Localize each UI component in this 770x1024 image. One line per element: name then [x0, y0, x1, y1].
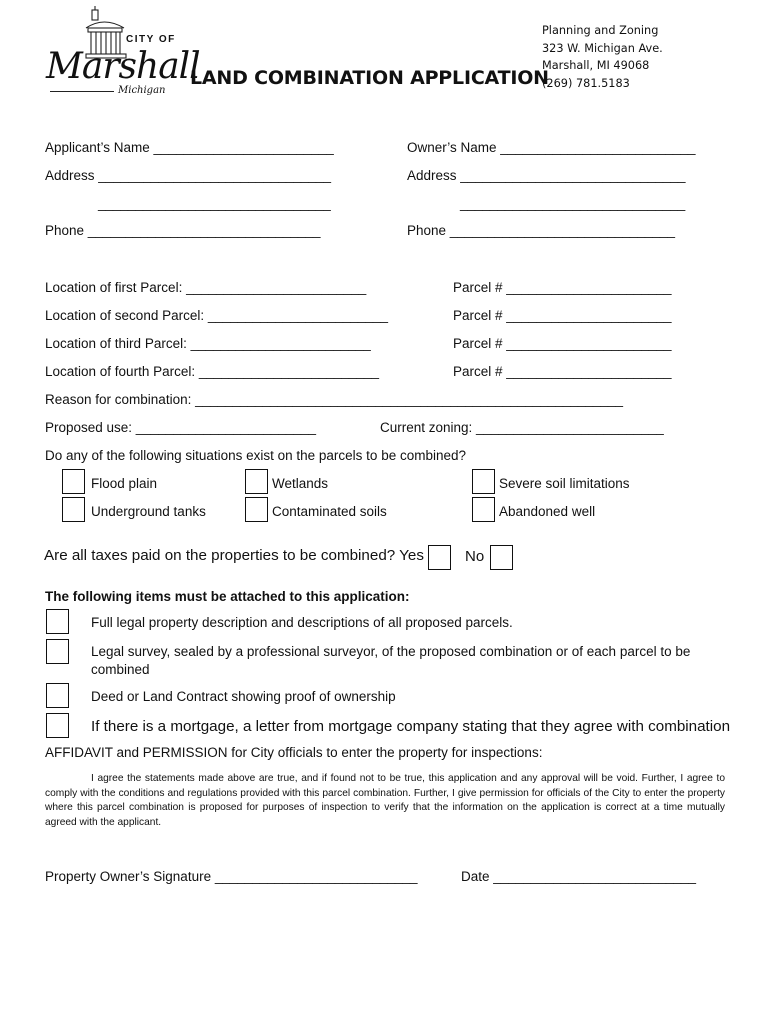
owner-address-line2[interactable]: ______________________________	[460, 196, 686, 211]
office-address	[542, 22, 663, 92]
checkbox-severe-soil[interactable]	[472, 469, 495, 494]
applicant-address-line2[interactable]: _______________________________	[98, 196, 331, 211]
parcel-location-3[interactable]: Location of third Parcel: ________________________	[45, 336, 371, 351]
label-underground-tanks: Underground tanks	[91, 504, 206, 519]
proposed-use-field[interactable]: Proposed use: ________________________	[45, 420, 317, 435]
checkbox-underground-tanks[interactable]	[62, 497, 85, 522]
checkbox-attach-mortgage-letter[interactable]	[46, 713, 69, 738]
checkbox-attach-deed[interactable]	[46, 683, 69, 708]
owner-phone-field[interactable]: Phone ______________________________	[407, 223, 676, 238]
parcel-location-1[interactable]: Location of first Parcel: ________________________	[45, 280, 367, 295]
logo-state: Michigan	[118, 85, 166, 96]
taxes-no-label: No	[465, 548, 485, 565]
office-dept: Planning and Zoning	[542, 24, 659, 37]
logo-city-name: Marshall	[46, 46, 200, 87]
situations-question: Do any of the following situations exist on the parcels to be combined?	[45, 448, 466, 463]
parcel-number-3[interactable]: Parcel # ______________________	[453, 336, 672, 351]
parcel-number-1[interactable]: Parcel # ______________________	[453, 280, 672, 295]
label-abandoned-well: Abandoned well	[499, 504, 596, 519]
owner-address-field[interactable]: Address ______________________________	[407, 168, 686, 183]
office-phone: (269) 781.5183	[542, 76, 630, 90]
city-logo	[44, 6, 200, 102]
label-contaminated-soils: Contaminated soils	[272, 504, 387, 519]
applicant-phone-field[interactable]: Phone _______________________________	[45, 223, 321, 238]
parcel-location-4[interactable]: Location of fourth Parcel: ________________________	[45, 364, 380, 379]
applicant-address-field[interactable]: Address _______________________________	[45, 168, 332, 183]
page-title: LAND COMBINATION APPLICATION	[190, 67, 549, 89]
parcel-number-4[interactable]: Parcel # ______________________	[453, 364, 672, 379]
checkbox-abandoned-well[interactable]	[472, 497, 495, 522]
current-zoning-field[interactable]: Current zoning: _________________________	[380, 420, 664, 435]
parcel-number-2[interactable]: Parcel # ______________________	[453, 308, 672, 323]
checkbox-attach-legal-description[interactable]	[46, 609, 69, 634]
attachment-mortgage-letter: If there is a mortgage, a letter from mortgage company stating that they agree with combination	[91, 718, 731, 735]
taxes-question: Are all taxes paid on the properties to be combined? Yes	[44, 547, 424, 564]
attachment-deed: Deed or Land Contract showing proof of ownership	[91, 689, 396, 704]
checkbox-taxes-no[interactable]	[490, 545, 513, 570]
owner-signature-field[interactable]: Property Owner’s Signature ___________________________	[45, 869, 418, 884]
owner-name-field[interactable]: Owner’s Name __________________________	[407, 140, 696, 155]
attachments-heading: The following items must be attached to this application:	[45, 589, 410, 604]
label-severe-soil: Severe soil limitations	[499, 476, 630, 491]
affidavit-text: I agree the statements made above are true, and if found not to be true, this application and any approval will be void. Further, I agree to comply with the conditions and regulations provided with this parcel combination. Further, I give permission for officials of the City to enter the property where this parcel combination is proposed for purposes of inspection to verify that the information on the application is correct at a time mutually agreed with the applicant.	[45, 773, 725, 828]
office-street: 323 W. Michigan Ave.	[542, 41, 663, 55]
parcel-location-2[interactable]: Location of second Parcel: ________________________	[45, 308, 389, 323]
logo-city-of: CITY OF	[126, 34, 176, 45]
applicant-name-field[interactable]: Applicant’s Name ________________________	[45, 140, 334, 155]
label-wetlands: Wetlands	[272, 476, 329, 491]
checkbox-contaminated-soils[interactable]	[245, 497, 268, 522]
attachment-legal-survey: Legal survey, sealed by a professional surveyor, of the proposed combination or of each parcel to be combined	[91, 644, 691, 677]
attachment-legal-description: Full legal property description and descriptions of all proposed parcels.	[91, 615, 513, 630]
checkbox-flood-plain[interactable]	[62, 469, 85, 494]
reason-field[interactable]: Reason for combination: _________________________________________________________	[45, 392, 624, 407]
date-field[interactable]: Date ___________________________	[461, 869, 696, 884]
checkbox-taxes-yes[interactable]	[428, 545, 451, 570]
checkbox-attach-legal-survey[interactable]	[46, 639, 69, 664]
label-flood-plain: Flood plain	[91, 476, 158, 491]
logo-underline	[50, 91, 114, 92]
office-city-state: Marshall, MI 49068	[542, 59, 650, 72]
checkbox-wetlands[interactable]	[245, 469, 268, 494]
affidavit-heading: AFFIDAVIT and PERMISSION for City officials to enter the property for inspections:	[45, 745, 543, 760]
